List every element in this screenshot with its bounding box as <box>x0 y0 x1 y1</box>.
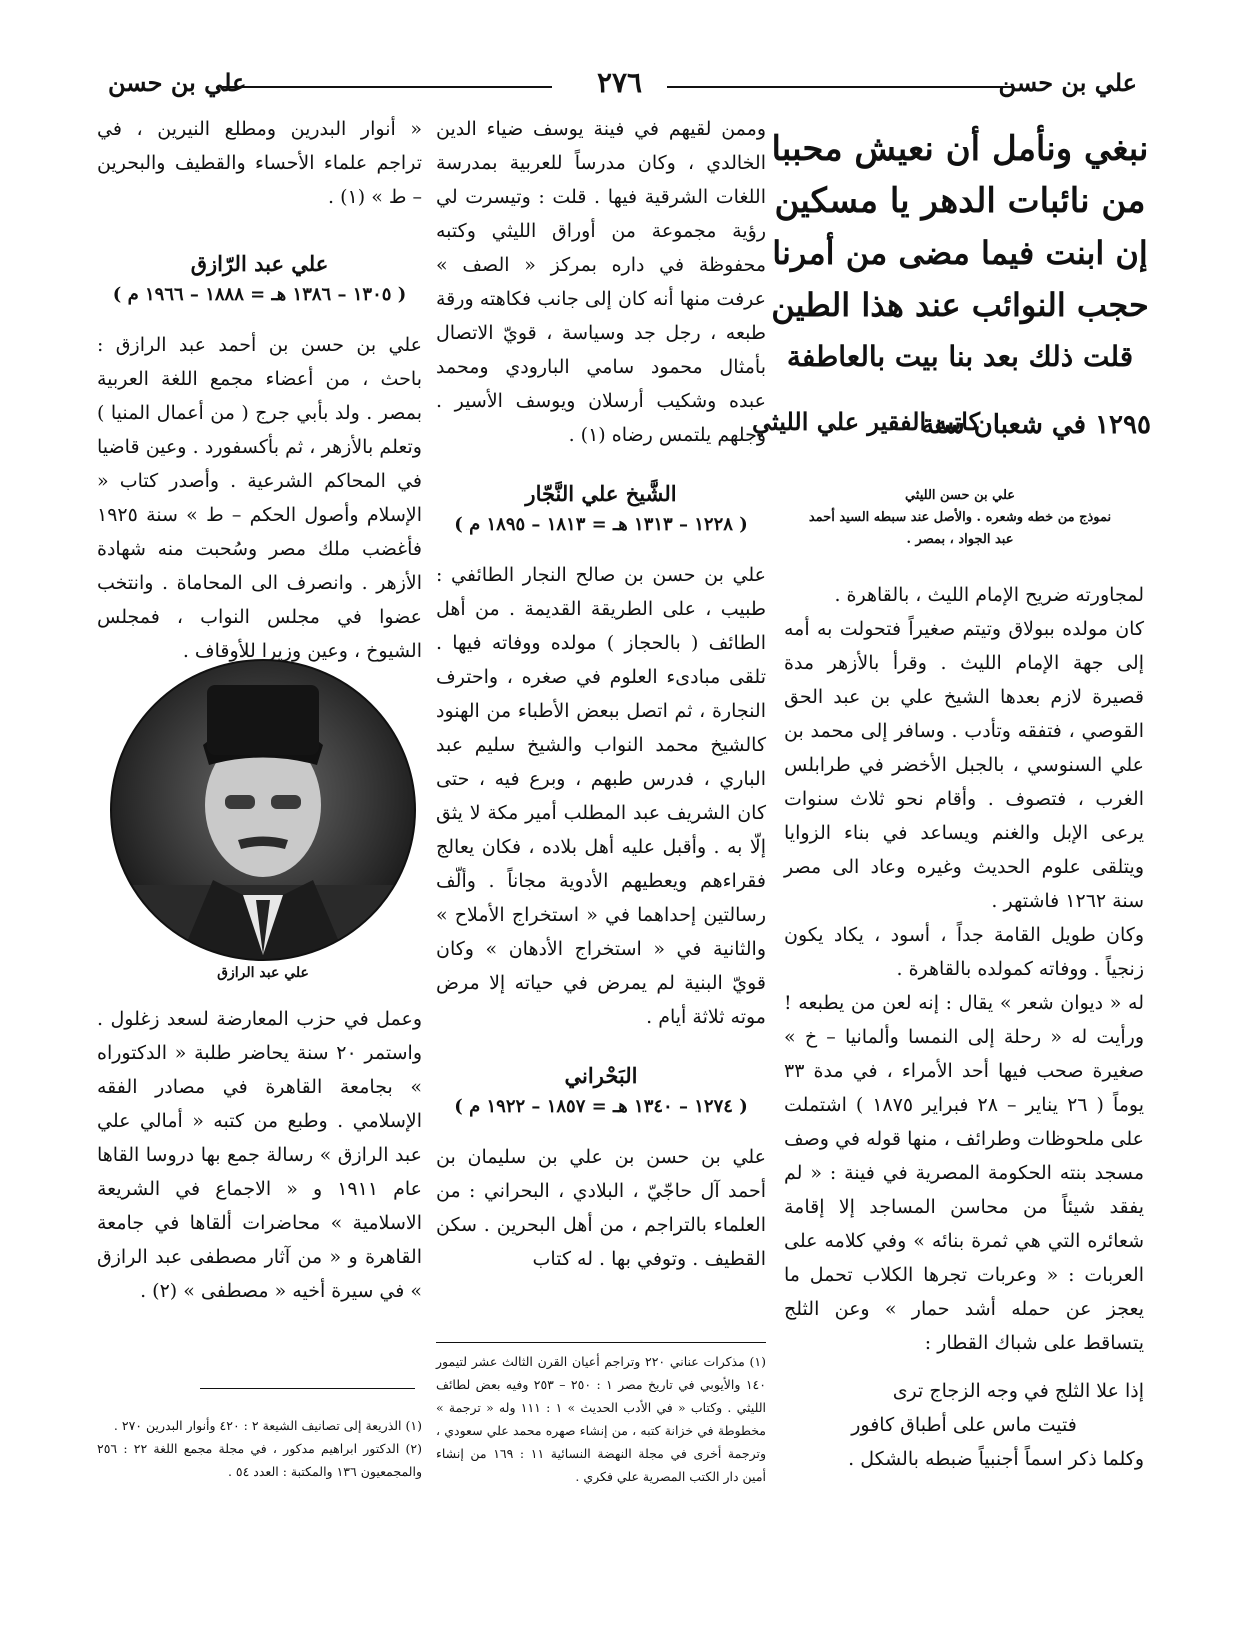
paragraph: لمجاورته ضريح الإمام الليث ، بالقاهرة . <box>834 584 1144 606</box>
column-right <box>784 578 1144 1476</box>
paragraph: علي بن حسن بن صالح النجار الطائفي : طبيب ، على الطريقة القديمة . من أهل الطائف ( بالحجاز ) مولده ووفاته فيها . تلقى مبادىء العلوم في صغره ، واحترف النجارة ، ثم اتصل ببعض الأطباء من الهنود كالشيخ محمد النواب والشيخ سليم عبد الباري ، فدرس طبهم ، وبرع فيه ، حتى كان الشريف عبد المطلب أمير مكة لا يثق إلّا به . وأقبل عليه أهل بلاده ، فكان يعالج فقراءهم ويعطيهم الأدوية مجاناً . وألّف رسالتين إحداهما في « استخراج الأملاح » والثانية في « استخراج الأدهان » وكان قويّ البنية لم يمرض في حياته إلا مرض موته ثلاثة أيام . <box>436 564 766 1028</box>
paragraph: كان مولده ببولاق وتيتم صغيراً فتحولت به أمه إلى جهة الإمام الليث . وقرأ بالأزهر مدة قصيرة لازم بعدها الشيخ علي بن عبد الحق القوصي ، فتفقه وتأدب . وسافر إلى محمد بن علي السنوسي ، بالجبل الأخضر في طرابلس الغرب ، فتصوف . وأقام نحو ثلاث سنوات يرعى الإبل والغنم ويساعد في بناء الزوايا ويتلقى علوم الحديث وغيره وعاد الى مصر سنة ١٢٦٢ فاشتهر . <box>784 618 1144 912</box>
entry-dates: ( ١٢٧٤ – ١٣٤٠ هـ = ١٨٥٧ – ١٩٢٢ م ) <box>454 1096 748 1117</box>
entry-title: البَحْراني <box>564 1063 638 1088</box>
header-rule <box>222 86 552 88</box>
calligraphy-svg <box>751 108 1151 478</box>
page-number: ٢٧٦ <box>583 66 656 99</box>
paragraph: علي بن حسن بن علي بن سليمان بن أحمد آل حاجّيّ ، البلادي ، البحراني : من العلماء بالتراجم ، من أهل البحرين . سكن القطيف . وتوفي بها . له كتاب <box>436 1146 766 1270</box>
header-rule <box>667 86 1012 88</box>
footnote: (١) الذريعة إلى تصانيف الشيعة ٢ : ٤٢٠ وأنوار البدرين ٢٧٠ . <box>113 1418 422 1433</box>
running-header <box>92 66 1147 106</box>
calligraphy-signature: كاتبه الفقير علي الليثي <box>751 407 981 436</box>
paragraph: علي بن حسن بن أحمد عبد الرازق : باحث ، من أعضاء مجمع اللغة العربية بمصر . ولد بأبي جرج ( من أعمال المنيا ) وتعلم بالأزهر ، ثم بأكسفورد . وعين قاضيا في المحاكم الشرعية . وأصدر كتاب « الإسلام وأصول الحكم – ط » سنة ١٩٢٥ فأغضب ملك مصر وسُحبت منه شهادة الأزهر . وانصرف الى المحاماة . وانتخب عضوا في مجلس النواب ، فمجلس الشيوخ ، وعين وزيرا للأوقاف . <box>97 334 422 662</box>
footnote-rule <box>200 1388 415 1389</box>
calligraphy-line: من نائبات الدهر يا مسكين <box>774 181 1146 221</box>
paragraph: له « ديوان شعر » يقال : إنه لعن من يطبعه ! ورأيت له « رحلة إلى النمسا وألمانيا – خ » صغيرة صحب فيها أحد الأمراء ، في مدة ٣٣ يوماً ( ٢٦ يناير – ٢٨ فبراير ١٨٧٥ ) اشتملت على ملحوظات وطرائف ، منها قوله في وصف مسجد بنته الحكومة المصرية في فينة : « لم يفقد شيئاً من محاسن المساجد إلا إقامة شعائره التي هي ثمرة بنائه » وفي كلامه على العربات : « وعربات تجرها الكلاب تحمل ما يعجز عن حمله أشد حمار » وعن الثلج يتساقط على شباك القطار : <box>784 992 1145 1354</box>
footnote: (٢) الدكتور ابراهيم مدكور ، في مجلة مجمع اللغة ٢٢ : ٢٥٦ والمجمعيون ١٣٦ والمكتبة : العدد ٥٤ . <box>97 1441 422 1479</box>
footnotes-middle <box>436 1350 766 1488</box>
paragraph: وكلما ذكر اسماً أجنبياً ضبطه بالشكل . <box>848 1448 1144 1470</box>
caption-line: نموذج من خطه وشعره . والأصل عند سبطه السيد أحمد <box>808 510 1112 525</box>
entry-dates: ( ١٢٢٨ – ١٣١٣ هـ = ١٨١٣ – ١٨٩٥ م ) <box>454 514 748 535</box>
calligraphy-line: قلت ذلك بعد بنا بيت بالعاطفة <box>786 340 1134 373</box>
poem-verse: إذا علا الثلج في وجه الزجاج ترى <box>892 1380 1144 1402</box>
portrait-caption: علي عبد الرازق <box>217 965 309 981</box>
portrait-svg <box>103 655 423 965</box>
paragraph: وكان طويل القامة جداً ، أسود ، يكاد يكون زنجياً . ووفاته كمولده بالقاهرة . <box>784 924 1144 980</box>
entry-title: علي عبد الرّازق <box>190 251 329 276</box>
column-left-continued <box>97 1002 422 1308</box>
poem-verse: فتيت ماس على أطباق كافور <box>851 1414 1077 1436</box>
caption-line: علي بن حسن الليثي <box>904 488 1016 503</box>
paragraph: وممن لقيهم في فينة يوسف ضياء الدين الخالدي ، وكان مدرساً للعربية بمدرسة اللغات الشرقية فيها . قلت : وتيسرت لي رؤية مجموعة من أوراق الليثي وكتبه محفوظة في داره بمركز « الصف » عرفت منها أنه كان إلى جانب فكاهته ورقة طبعه ، رجل جد وسياسة ، قويّ الاتصال بأمثال محمود سامي البارودي ومحمد عبده وشكيب أرسلان ويوسف الأسير . وجلهم يلتمس رضاه (١) . <box>436 118 766 446</box>
entry-title: الشَّيخ علي النَّجّار <box>525 481 677 506</box>
header-title-left: علي بن حسن <box>108 68 247 97</box>
footnotes-left <box>97 1414 422 1483</box>
footnote-rule <box>436 1342 766 1343</box>
entry-dates: ( ١٣٠٥ – ١٣٨٦ هـ = ١٨٨٨ – ١٩٦٦ م ) <box>112 284 407 305</box>
column-middle <box>436 112 766 1276</box>
footnote: (١) مذكرات عناني ٢٢٠ وتراجم أعيان القرن الثالث عشر لتيمور ١٤٠ والأيوبي في تاريخ مصر ١ : ٢٥٠ – ٢٥٣ وفيه بعض لطائف الليثي . وكتاب « في الأدب الحديث » ١ : ١١١ وله « ترجمة » مخطوطة في خزانة كتبه ، من إنشاء صهره محمد علي سعودي ، وترجمة أخرى في مجلة النهضة النسائية ١١ : ١٦٩ من إنشاء أمين دار الكتب المصرية علي فكري . <box>436 1354 766 1484</box>
calligraphy-sample-image <box>751 108 1151 478</box>
calligraphy-line: حجب النوائب عند هذا الطين <box>771 286 1149 324</box>
calligraphy-caption <box>776 485 1144 551</box>
calligraphy-date: ١٢٩٥ في شعبان سنة <box>921 410 1151 440</box>
caption-line: عبد الجواد ، بمصر . <box>906 532 1014 547</box>
calligraphy-line: إن ابنت فيما مضى من أمرنا <box>772 234 1148 272</box>
calligraphy-line: نبغي ونأمل أن نعيش محببا <box>771 129 1149 169</box>
paragraph: وعمل في حزب المعارضة لسعد زغلول . واستمر ٢٠ سنة يحاضر طلبة « الدكتوراه » بجامعة القاهرة في مصادر الفقه الإسلامي . وطبع من كتبه « أمالي علي عبد الرازق » رسالة جمع بها دروسا القاها عام ١٩١١ و « الاجماع في الشريعة الاسلامية » محاضرات ألقاها في جامعة القاهرة و « من آثار مصطفى عبد الرازق » في سيرة أخيه « مصطفى » (٢) . <box>97 1008 422 1302</box>
portrait-photo <box>103 655 423 965</box>
header-title-right: علي بن حسن <box>998 68 1137 97</box>
column-left <box>97 112 422 668</box>
paragraph: « أنوار البدرين ومطلع النيرين ، في تراجم علماء الأحساء والقطيف والبحرين – ط » (١) . <box>97 118 422 208</box>
